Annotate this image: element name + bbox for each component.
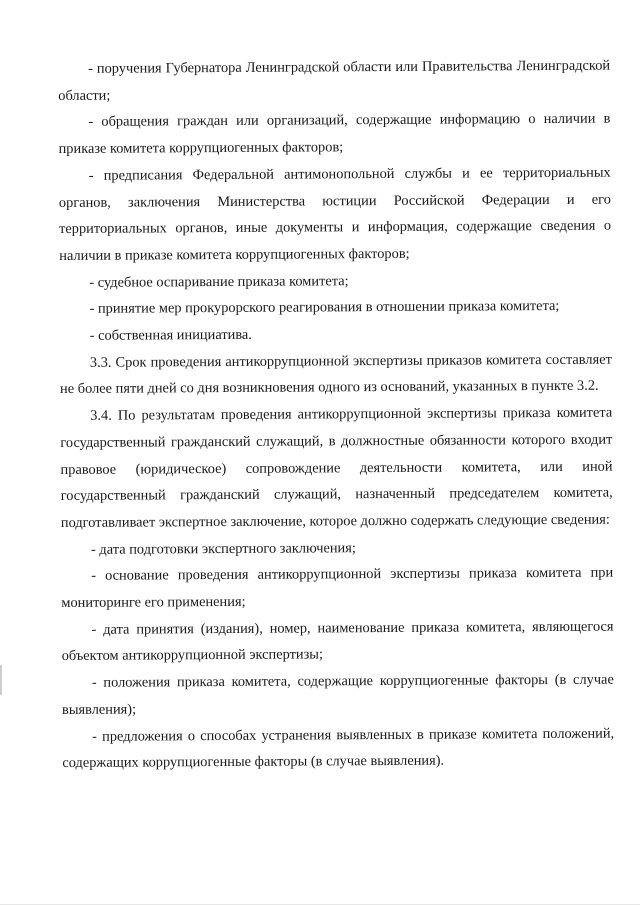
item-antimonopoly-prescriptions: - предписания Федеральной антимонопольной службы и ее территориальных органов, заключения Министерства юстиции Российской Федерации и его территориальных органов, иные документы и информация, содержащие сведения о наличии в приказе комитета коррупциогенных факторов; [58,164,612,264]
item-prosecutor-measures: - принятие мер прокурорского реагирования в отношении приказа комитета; [89,298,560,318]
item-governor-instructions: - поручения Губернатора Ленинградской области или Правительства Ленинградской области; [58,57,611,104]
item-conclusion-date: - дата подготовки экспертного заключения; [90,539,356,558]
item-elimination-proposals: - предложения о способах устранения выявленных в приказе комитета положений, содержащих коррупциогенные факторы (в случае выявления). [62,725,615,772]
clause-3-4: 3.4. По результатам проведения антикоррупционной экспертизы приказа комитета государственный гражданский служащий, в должностные обязанности которого входит правовое (юридическое) сопровождение деятельности комитета, или иной государственный гражданский служащий, назначенный председателем комитета, подготавливает экспертное заключение, которое должно содержать следующие сведения: [60,404,613,531]
document-body [58,53,614,777]
item-order-details: - дата принятия (издания), номер, наименование приказа комитета, являющегося объектом антикоррупционной экспертизы; [61,618,614,665]
item-citizen-appeals: - обращения граждан или организаций, содержащие информацию о наличии в приказе комитета коррупциогенных факторов; [58,111,611,158]
item-judicial-challenge: - судебное оспаривание приказа комитета; [89,272,349,291]
item-expertise-basis: - основание проведения антикоррупционной экспертизы приказа комитета при мониторинге его применения; [61,564,614,612]
scan-artifact [0,665,2,695]
item-corruption-provisions: - положения приказа комитета, содержащие коррупциогенные факторы (в случае выявления); [61,671,614,718]
clause-3-3: 3.3. Срок проведения антикоррупционной экспертизы приказов комитета составляет не более пяти дней со дня возникновения одного из оснований, указанных в пункте 3.2. [59,351,612,398]
item-own-initiative: - собственная инициатива. [89,326,252,344]
